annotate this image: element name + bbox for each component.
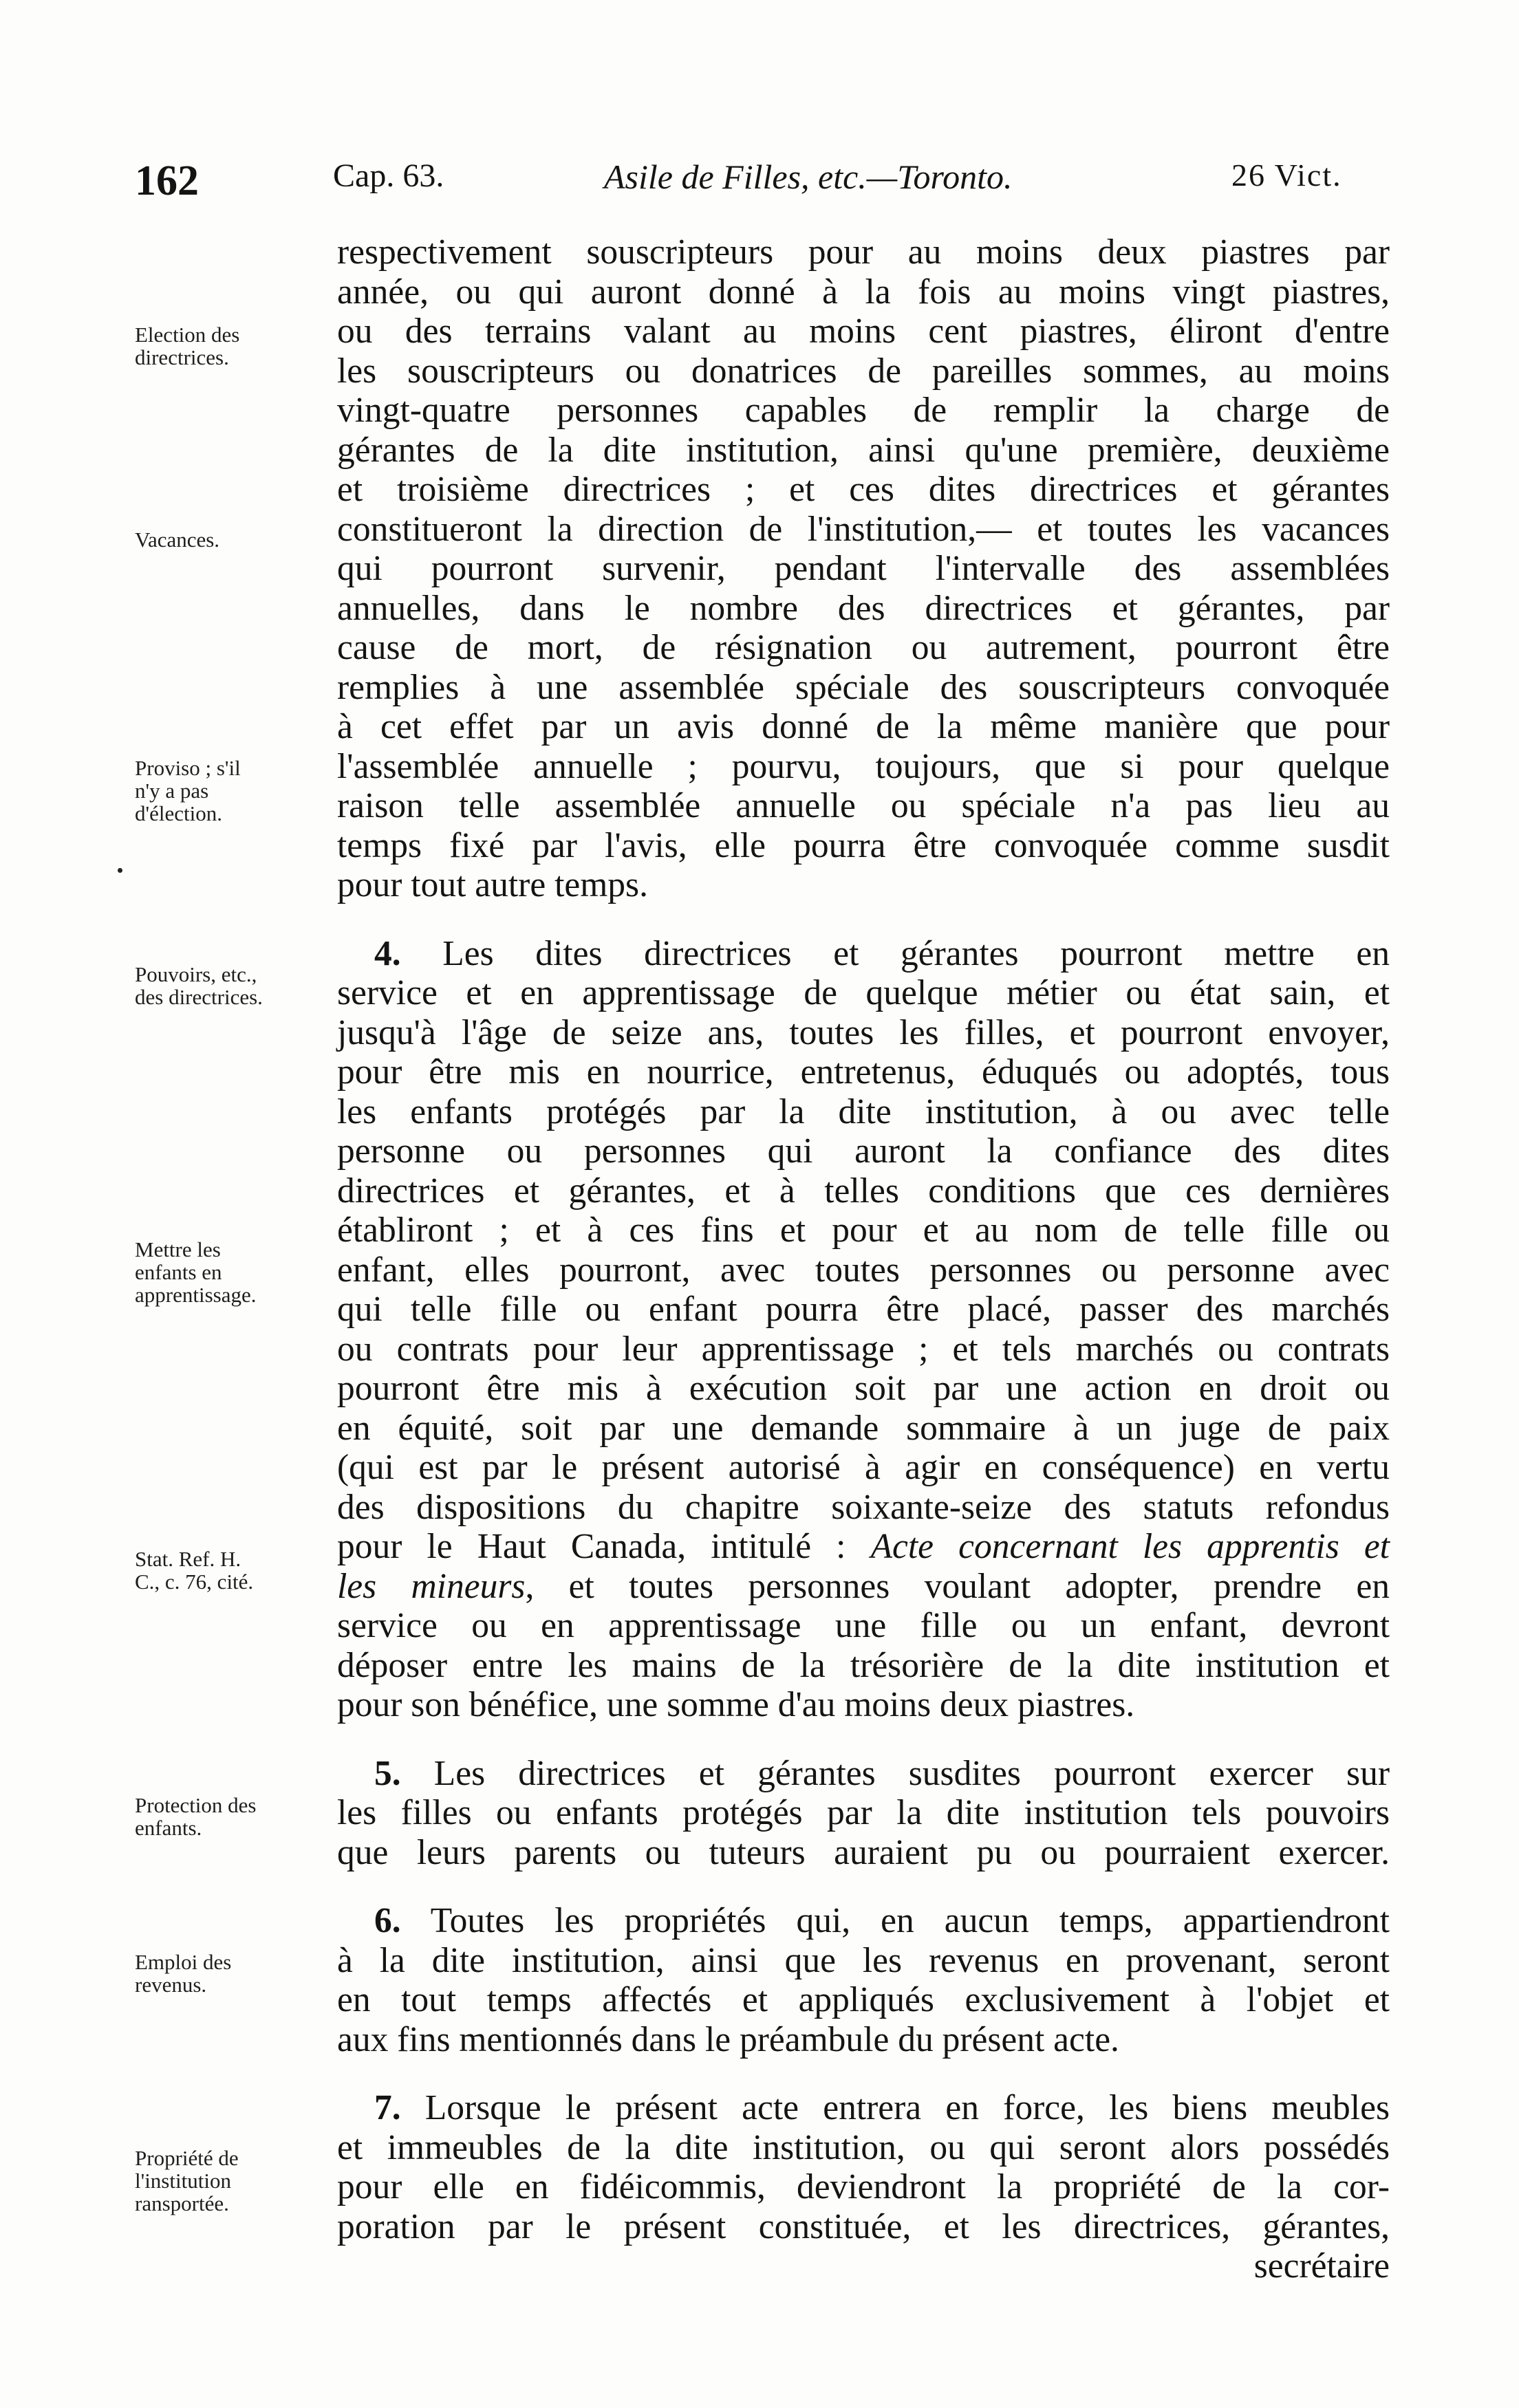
paragraph-continuation bbox=[337, 232, 1390, 905]
text-line: déposer entre les mains de la trésorière de la dite institution et bbox=[337, 1645, 1390, 1685]
text-line: remplies à une assemblée spéciale des souscripteurs convoquée bbox=[337, 667, 1390, 707]
margin-note-election: Election des directrices. bbox=[135, 323, 240, 369]
text-line: les souscripteurs ou donatrices de pareilles sommes, au moins bbox=[337, 351, 1390, 391]
text-line: les mineurs, et toutes personnes voulant adopter, prendre en bbox=[337, 1566, 1390, 1606]
text-line: enfant, elles pourront, avec toutes personnes ou personne avec bbox=[337, 1250, 1390, 1290]
text-line: pourront être mis à exécution soit par une action en droit ou bbox=[337, 1369, 1390, 1408]
catchword: secrétaire bbox=[1253, 2246, 1390, 2286]
text-line: raison telle assemblée annuelle ou spéciale n'a pas lieu au bbox=[337, 786, 1390, 825]
text-line: ou contrats pour leur apprentissage ; et tels marchés ou contrats bbox=[337, 1329, 1390, 1369]
text-line: établiront ; et à ces fins et pour et au nom de telle fille ou bbox=[337, 1211, 1390, 1250]
text-line: pour son bénéfice, une somme d'au moins deux piastres. bbox=[337, 1685, 1135, 1724]
margin-note-stat-ref: Stat. Ref. H. C., c. 76, cité. bbox=[135, 1547, 254, 1594]
margin-note-proviso: Proviso ; s'il n'y a pas d'élection. bbox=[135, 756, 241, 825]
text-line: année, ou qui auront donné à la fois au moins vingt piastres, bbox=[337, 272, 1390, 312]
section-number: 5. bbox=[374, 1753, 401, 1793]
text-line: temps fixé par l'avis, elle pourra être convoquée comme susdit bbox=[337, 825, 1390, 865]
text-line: pour tout autre temps. bbox=[337, 865, 648, 904]
margin-note-emploi: Emploi des revenus. bbox=[135, 1950, 232, 1997]
text-line: qui telle fille ou enfant pourra être placé, passer des marchés bbox=[337, 1290, 1390, 1329]
text-line: 4. Les dites directrices et gérantes pourront mettre en bbox=[374, 933, 1390, 973]
text-line: annuelles, dans le nombre des directrices et gérantes, par bbox=[337, 588, 1390, 628]
text-line: en équité, soit par une demande sommaire à un juge de paix bbox=[337, 1408, 1390, 1448]
margin-note-protection: Protection des enfants. bbox=[135, 1793, 257, 1840]
section-number: 7. bbox=[374, 2088, 401, 2127]
margin-note-pouvoirs: Pouvoirs, etc., des directrices. bbox=[135, 962, 263, 1009]
text-line: (qui est par le présent autorisé à agir en conséquence) en vertu bbox=[337, 1448, 1390, 1487]
margin-note-propriete: Propriété de l'institution ransportée. bbox=[135, 2146, 239, 2215]
text-line: des dispositions du chapitre soixante-seize des statuts refondus bbox=[337, 1487, 1390, 1527]
text-line: à cet effet par un avis donné de la même manière que pour bbox=[337, 707, 1390, 746]
text-line: respectivement souscripteurs pour au moins deux piastres par bbox=[337, 232, 1390, 272]
text-line: et troisième directrices ; et ces dites directrices et gérantes bbox=[337, 470, 1390, 509]
page-number: 162 bbox=[135, 158, 199, 204]
text-line: cause de mort, de résignation ou autrement, pourront être bbox=[337, 628, 1390, 667]
text-line: aux fins mentionnés dans le préambule du présent acte. bbox=[337, 2019, 1119, 2059]
text-line: pour être mis en nourrice, entretenus, éduqués ou adoptés, tous bbox=[337, 1052, 1390, 1092]
text-line: jusqu'à l'âge de seize ans, toutes les filles, et pourront envoyer, bbox=[337, 1012, 1390, 1052]
text-line: pour elle en fidéicommis, deviendront la propriété de la cor- bbox=[337, 2167, 1390, 2206]
section-4 bbox=[337, 934, 1390, 1725]
act-title: les mineurs bbox=[337, 1566, 526, 1606]
running-title: Asile de Filles, etc.—Toronto. bbox=[604, 158, 1013, 196]
text-line: directrices et gérantes, et à telles conditions que ces dernières bbox=[337, 1171, 1390, 1211]
section-6 bbox=[337, 1901, 1390, 2059]
text-line: constitueront la direction de l'institution,— et toutes les vacances bbox=[337, 509, 1390, 549]
chapter-label: Cap. 63. bbox=[333, 158, 444, 194]
text-line: vingt-quatre personnes capables de remplir la charge de bbox=[337, 391, 1390, 430]
section-number: 4. bbox=[374, 933, 401, 973]
ink-speck bbox=[118, 868, 122, 873]
text-line: que leurs parents ou tuteurs auraient pu ou pourraient exercer. bbox=[337, 1832, 1390, 1872]
text-line: l'assemblée annuelle ; pourvu, toujours, que si pour quelque bbox=[337, 746, 1390, 786]
body-text bbox=[337, 232, 1390, 2286]
section-number: 6. bbox=[374, 1901, 401, 1940]
margin-notes bbox=[0, 0, 330, 2408]
act-title: Acte concernant les apprentis et bbox=[870, 1527, 1390, 1566]
text-line: les enfants protégés par la dite institution, à ou avec telle bbox=[337, 1092, 1390, 1131]
text-line: poration par le présent constituée, et les directrices, gérantes, bbox=[337, 2206, 1390, 2246]
text-line: en tout temps affectés et appliqués exclusivement à l'objet et bbox=[337, 1980, 1390, 2019]
margin-note-vacances: Vacances. bbox=[135, 528, 220, 552]
text-line: et immeubles de la dite institution, ou qui seront alors possédés bbox=[337, 2127, 1390, 2167]
text-line: à la dite institution, ainsi que les revenus en provenant, seront bbox=[337, 1940, 1390, 1980]
text-line: 6. Toutes les propriétés qui, en aucun temps, appartiendront bbox=[374, 1901, 1390, 1940]
text-line: 7. Lorsque le présent acte entrera en force, les biens meubles bbox=[374, 2088, 1390, 2127]
text-line: les filles ou enfants protégés par la dite institution tels pouvoirs bbox=[337, 1793, 1390, 1832]
text-line: service ou en apprentissage une fille ou un enfant, devront bbox=[337, 1606, 1390, 1645]
margin-note-mettre: Mettre les enfants en apprentissage. bbox=[135, 1237, 257, 1307]
section-5 bbox=[337, 1754, 1390, 1873]
regnal-year: 26 Vict. bbox=[1231, 158, 1342, 193]
text-line: service et en apprentissage de quelque métier ou état sain, et bbox=[337, 973, 1390, 1012]
text-line: gérantes de la dite institution, ainsi qu'une première, deuxième bbox=[337, 430, 1390, 470]
text-line: personne ou personnes qui auront la confiance des dites bbox=[337, 1131, 1390, 1171]
text-line: ou des terrains valant au moins cent piastres, éliront d'entre bbox=[337, 312, 1390, 351]
text-line: qui pourront survenir, pendant l'intervalle des assemblées bbox=[337, 549, 1390, 588]
text-line: pour le Haut Canada, intitulé : Acte concernant les apprentis et bbox=[337, 1527, 1390, 1566]
section-7 bbox=[337, 2088, 1390, 2286]
text-line: 5. Les directrices et gérantes susdites pourront exercer sur bbox=[374, 1753, 1390, 1793]
